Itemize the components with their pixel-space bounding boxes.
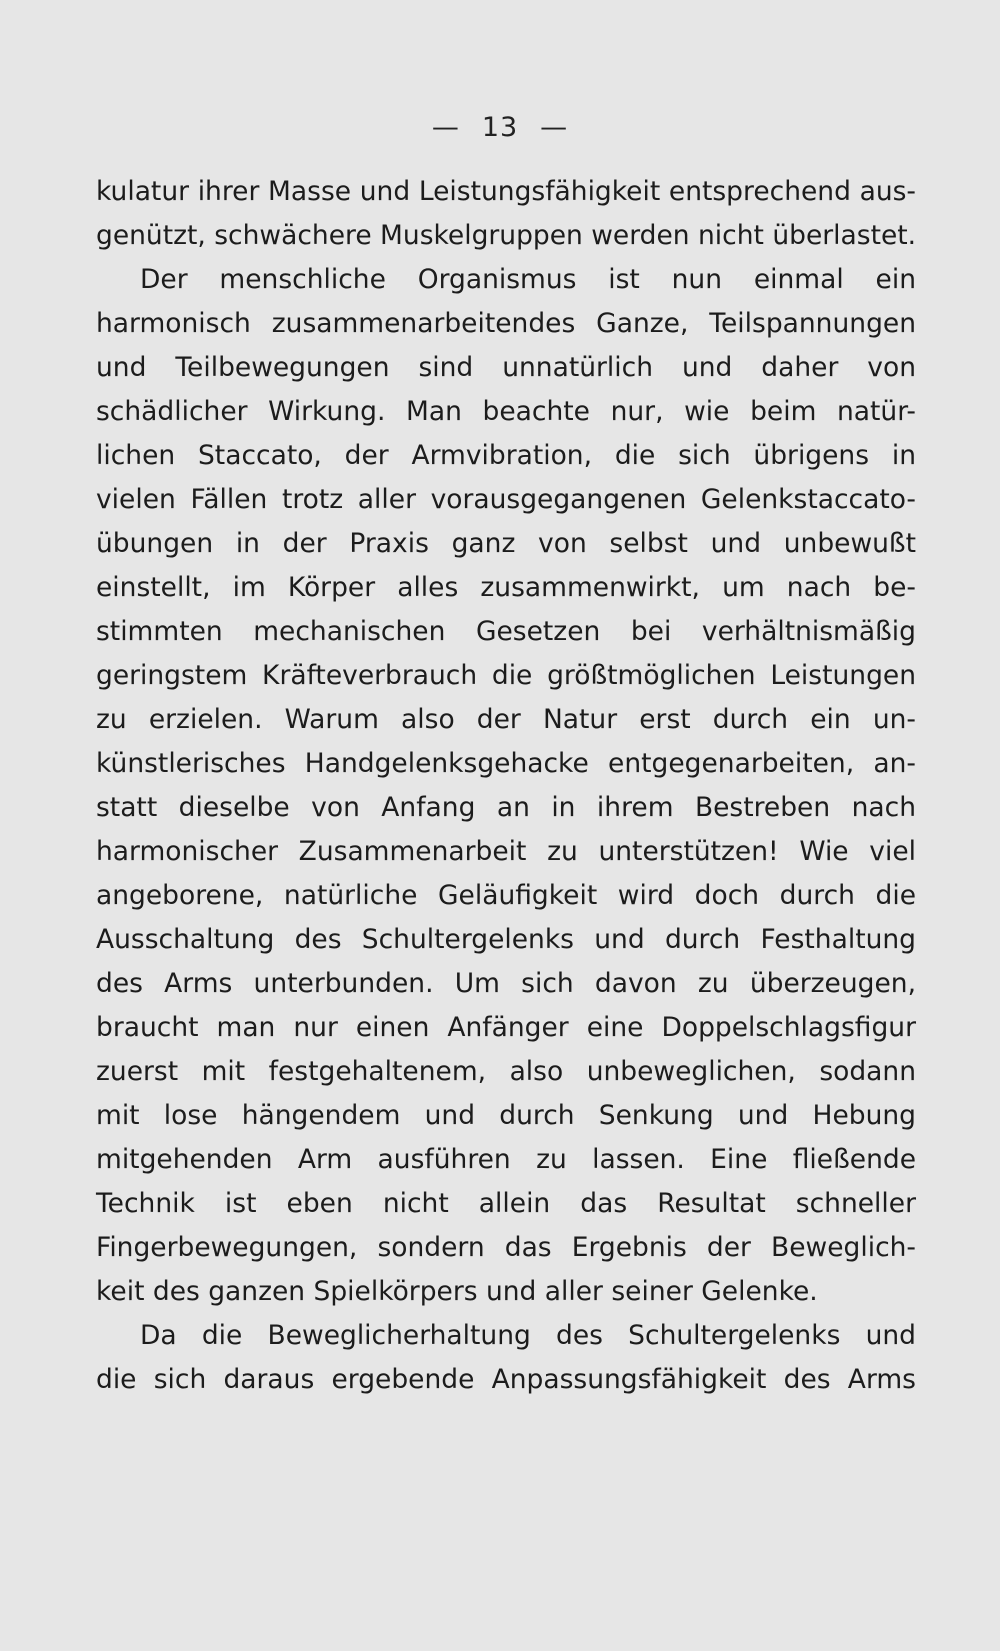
page-number-dash-left: — bbox=[431, 112, 460, 143]
text-line: Ausschaltung des Schultergelenks und durch Festhaltung bbox=[96, 924, 916, 955]
page-number bbox=[0, 112, 1000, 143]
text-line: und Teilbewegungen sind unnatürlich und daher von bbox=[96, 352, 916, 383]
text-line: die sich daraus ergebende Anpassungsfähigkeit des Arms bbox=[96, 1364, 916, 1395]
text-line: angeborene, natürliche Geläufigkeit wird doch durch die bbox=[96, 880, 916, 911]
text-line: geringstem Kräfteverbrauch die größtmöglichen Leistungen bbox=[96, 660, 916, 691]
text-line: mit lose hängendem und durch Senkung und Hebung bbox=[96, 1100, 916, 1131]
text-line: übungen in der Praxis ganz von selbst und unbewußt bbox=[96, 528, 916, 559]
text-line: harmonischer Zusammenarbeit zu unterstützen! Wie viel bbox=[96, 836, 916, 867]
text-line: vielen Fällen trotz aller vorausgegangenen Gelenkstaccato- bbox=[96, 484, 916, 515]
text-line: Fingerbewegungen, sondern das Ergebnis der Beweglich- bbox=[96, 1232, 916, 1263]
text-line: künstlerisches Handgelenksgehacke entgegenarbeiten, an- bbox=[96, 748, 916, 779]
text-line: einstellt, im Körper alles zusammenwirkt, um nach be- bbox=[96, 572, 916, 603]
text-line: braucht man nur einen Anfänger eine Doppelschlagsfigur bbox=[96, 1012, 916, 1043]
text-line: Der menschliche Organismus ist nun einmal ein bbox=[140, 264, 916, 295]
text-line: Technik ist eben nicht allein das Resultat schneller bbox=[96, 1188, 916, 1219]
text-line: zu erzielen. Warum also der Natur erst durch ein un- bbox=[96, 704, 916, 735]
text-line: harmonisch zusammenarbeitendes Ganze, Teilspannungen bbox=[96, 308, 916, 339]
text-line: schädlicher Wirkung. Man beachte nur, wie beim natür- bbox=[96, 396, 916, 427]
text-line: Da die Beweglicherhaltung des Schultergelenks und bbox=[140, 1320, 916, 1351]
text-line: genützt, schwächere Muskelgruppen werden nicht überlastet. bbox=[96, 220, 917, 251]
text-line: stimmten mechanischen Gesetzen bei verhältnismäßig bbox=[96, 616, 916, 647]
body-text bbox=[96, 170, 916, 1402]
text-line: keit des ganzen Spielkörpers und aller seiner Gelenke. bbox=[96, 1276, 818, 1307]
text-line: statt dieselbe von Anfang an in ihrem Bestreben nach bbox=[96, 792, 916, 823]
page-number-dash-right: — bbox=[540, 112, 569, 143]
page-number-value: 13 bbox=[481, 112, 519, 143]
text-line: des Arms unterbunden. Um sich davon zu überzeugen, bbox=[96, 968, 916, 999]
text-line: kulatur ihrer Masse und Leistungsfähigkeit entsprechend aus- bbox=[96, 176, 916, 207]
text-line: mitgehenden Arm ausführen zu lassen. Eine fließende bbox=[96, 1144, 916, 1175]
text-line: zuerst mit festgehaltenem, also unbeweglichen, sodann bbox=[96, 1056, 916, 1087]
text-line: lichen Staccato, der Armvibration, die sich übrigens in bbox=[96, 440, 916, 471]
